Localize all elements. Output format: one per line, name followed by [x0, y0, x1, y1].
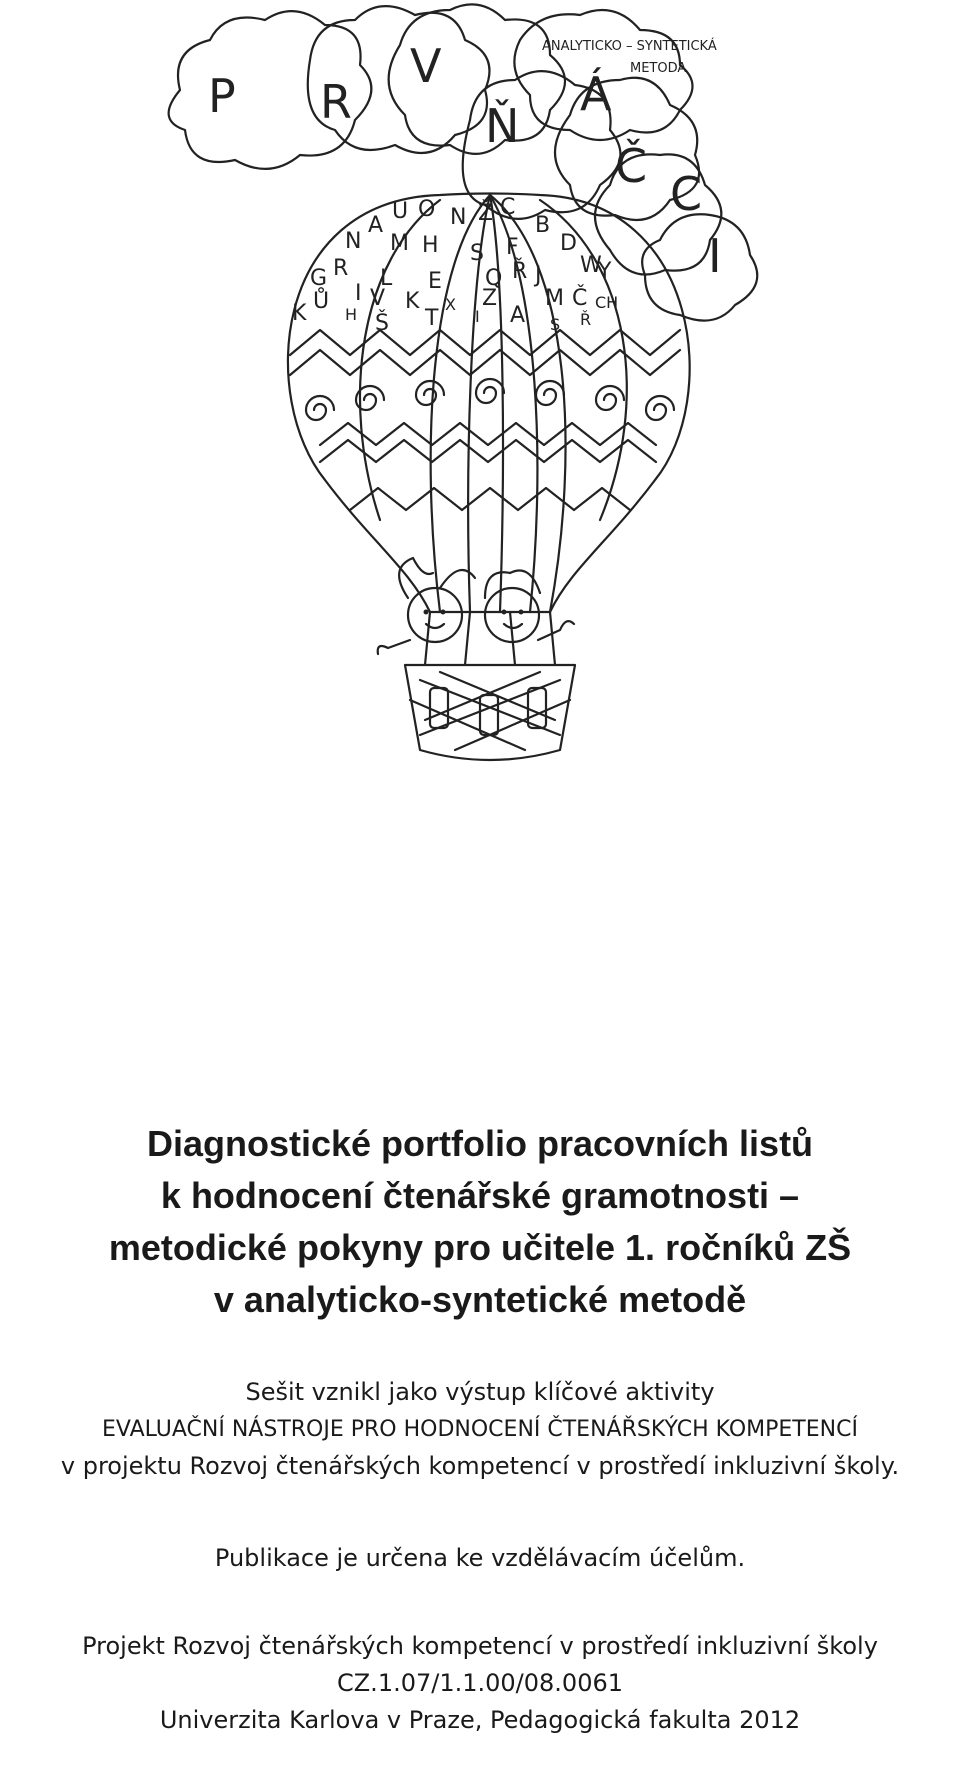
cloud-letter-3: V: [410, 39, 442, 93]
footer-block: [0, 1628, 960, 1739]
cloud-letter-6: Č: [615, 139, 648, 193]
title-line-3: metodické pokyny pro učitele 1. ročníků ZŠ: [108, 1227, 852, 1268]
children-figures: [378, 558, 574, 654]
title-line-1: Diagnostické portfolio pracovních listů: [146, 1123, 814, 1164]
balloon-letter: L: [380, 266, 393, 291]
balloon-letter: C: [500, 195, 516, 220]
balloon-letter: U: [392, 199, 409, 224]
balloon-letter: E: [428, 269, 442, 294]
origin-block: [0, 1374, 960, 1485]
balloon-letter: X: [445, 295, 456, 314]
balloon-letter: M: [390, 231, 409, 256]
balloon-letter: H: [345, 305, 358, 324]
purpose-line: Publikace je určena ke vzdělávacím účelům.: [214, 1544, 746, 1572]
balloon-letter: Č: [572, 286, 588, 311]
balloon-letter: M: [545, 286, 564, 311]
cloud-caption-1: ANALYTICKO – SYNTETICKÁ: [542, 39, 717, 54]
balloon-letter: Ř: [512, 259, 528, 284]
basket: [405, 665, 575, 760]
cloud-letter-7: C: [670, 167, 703, 221]
balloon-letter: CH: [595, 293, 619, 312]
cloud-letter-2: R: [320, 75, 352, 129]
balloon-letter: S: [470, 241, 484, 266]
balloon-letter: A: [510, 303, 526, 328]
footer-institution: Univerzita Karlova v Praze, Pedagogická fakulta 2012: [159, 1706, 801, 1734]
balloon-letter: O: [418, 197, 436, 222]
balloon-envelope: [288, 194, 690, 613]
cloud-caption-2: METODA: [630, 61, 687, 76]
balloon-letter: A: [368, 213, 384, 238]
balloon-letter: N: [450, 205, 467, 230]
balloon-letter: F: [506, 235, 519, 260]
balloon-letter: K: [405, 289, 420, 314]
title-line-2: k hodnocení čtenářské gramotnosti –: [160, 1175, 800, 1216]
cloud-letter-4: Ň: [485, 99, 520, 153]
balloon-letter: Y: [598, 259, 612, 284]
balloon-letter: D: [560, 231, 577, 256]
balloon-letter: Ž: [478, 201, 494, 226]
balloon-illustration: [140, 0, 900, 930]
balloon-letter: I: [475, 307, 480, 326]
balloon-letter: K: [292, 301, 307, 326]
balloon-letter: G: [310, 266, 328, 291]
balloon-letter: N: [345, 229, 362, 254]
cloud-letter-8: I: [708, 229, 722, 283]
document-title: [0, 1118, 960, 1326]
footer-project: Projekt Rozvoj čtenářských kompetencí v prostředí inkluzivní školy: [82, 1632, 878, 1660]
balloon-letter: W: [580, 253, 602, 278]
balloon-letter: Š: [375, 311, 389, 336]
cloud-letter-5: Á: [580, 67, 612, 121]
origin-line-3: v projektu Rozvoj čtenářských kompetencí v prostředí inkluzivní školy.: [60, 1452, 900, 1480]
cloud-letter-1: P: [208, 69, 236, 123]
footer-registration: CZ.1.07/1.1.00/08.0061: [336, 1669, 624, 1697]
balloon-letters: [292, 195, 618, 336]
balloon-letter: Ř: [580, 310, 592, 329]
balloon-letter: Ů: [313, 289, 330, 314]
purpose-block: [0, 1540, 960, 1577]
balloon-letter: Q: [485, 266, 503, 291]
balloon-letter: H: [422, 233, 439, 258]
origin-line-2: EVALUAČNÍ NÁSTROJE PRO HODNOCENÍ ČTENÁŘSKÝCH KOMPETENCÍ: [102, 1417, 858, 1442]
balloon-letter: V: [370, 286, 386, 311]
balloon-letter: T: [425, 306, 439, 331]
balloon-letter: S: [550, 315, 561, 334]
title-line-4: v analyticko-syntetické metodě: [213, 1279, 747, 1320]
balloon-letter: R: [333, 256, 349, 281]
origin-line-1: Sešit vznikl jako výstup klíčové aktivity: [245, 1378, 715, 1406]
balloon-letter: Z: [482, 286, 498, 311]
balloon-letter: J: [535, 263, 542, 288]
balloon-letter: I: [355, 281, 362, 306]
balloon-letter: B: [535, 213, 551, 238]
